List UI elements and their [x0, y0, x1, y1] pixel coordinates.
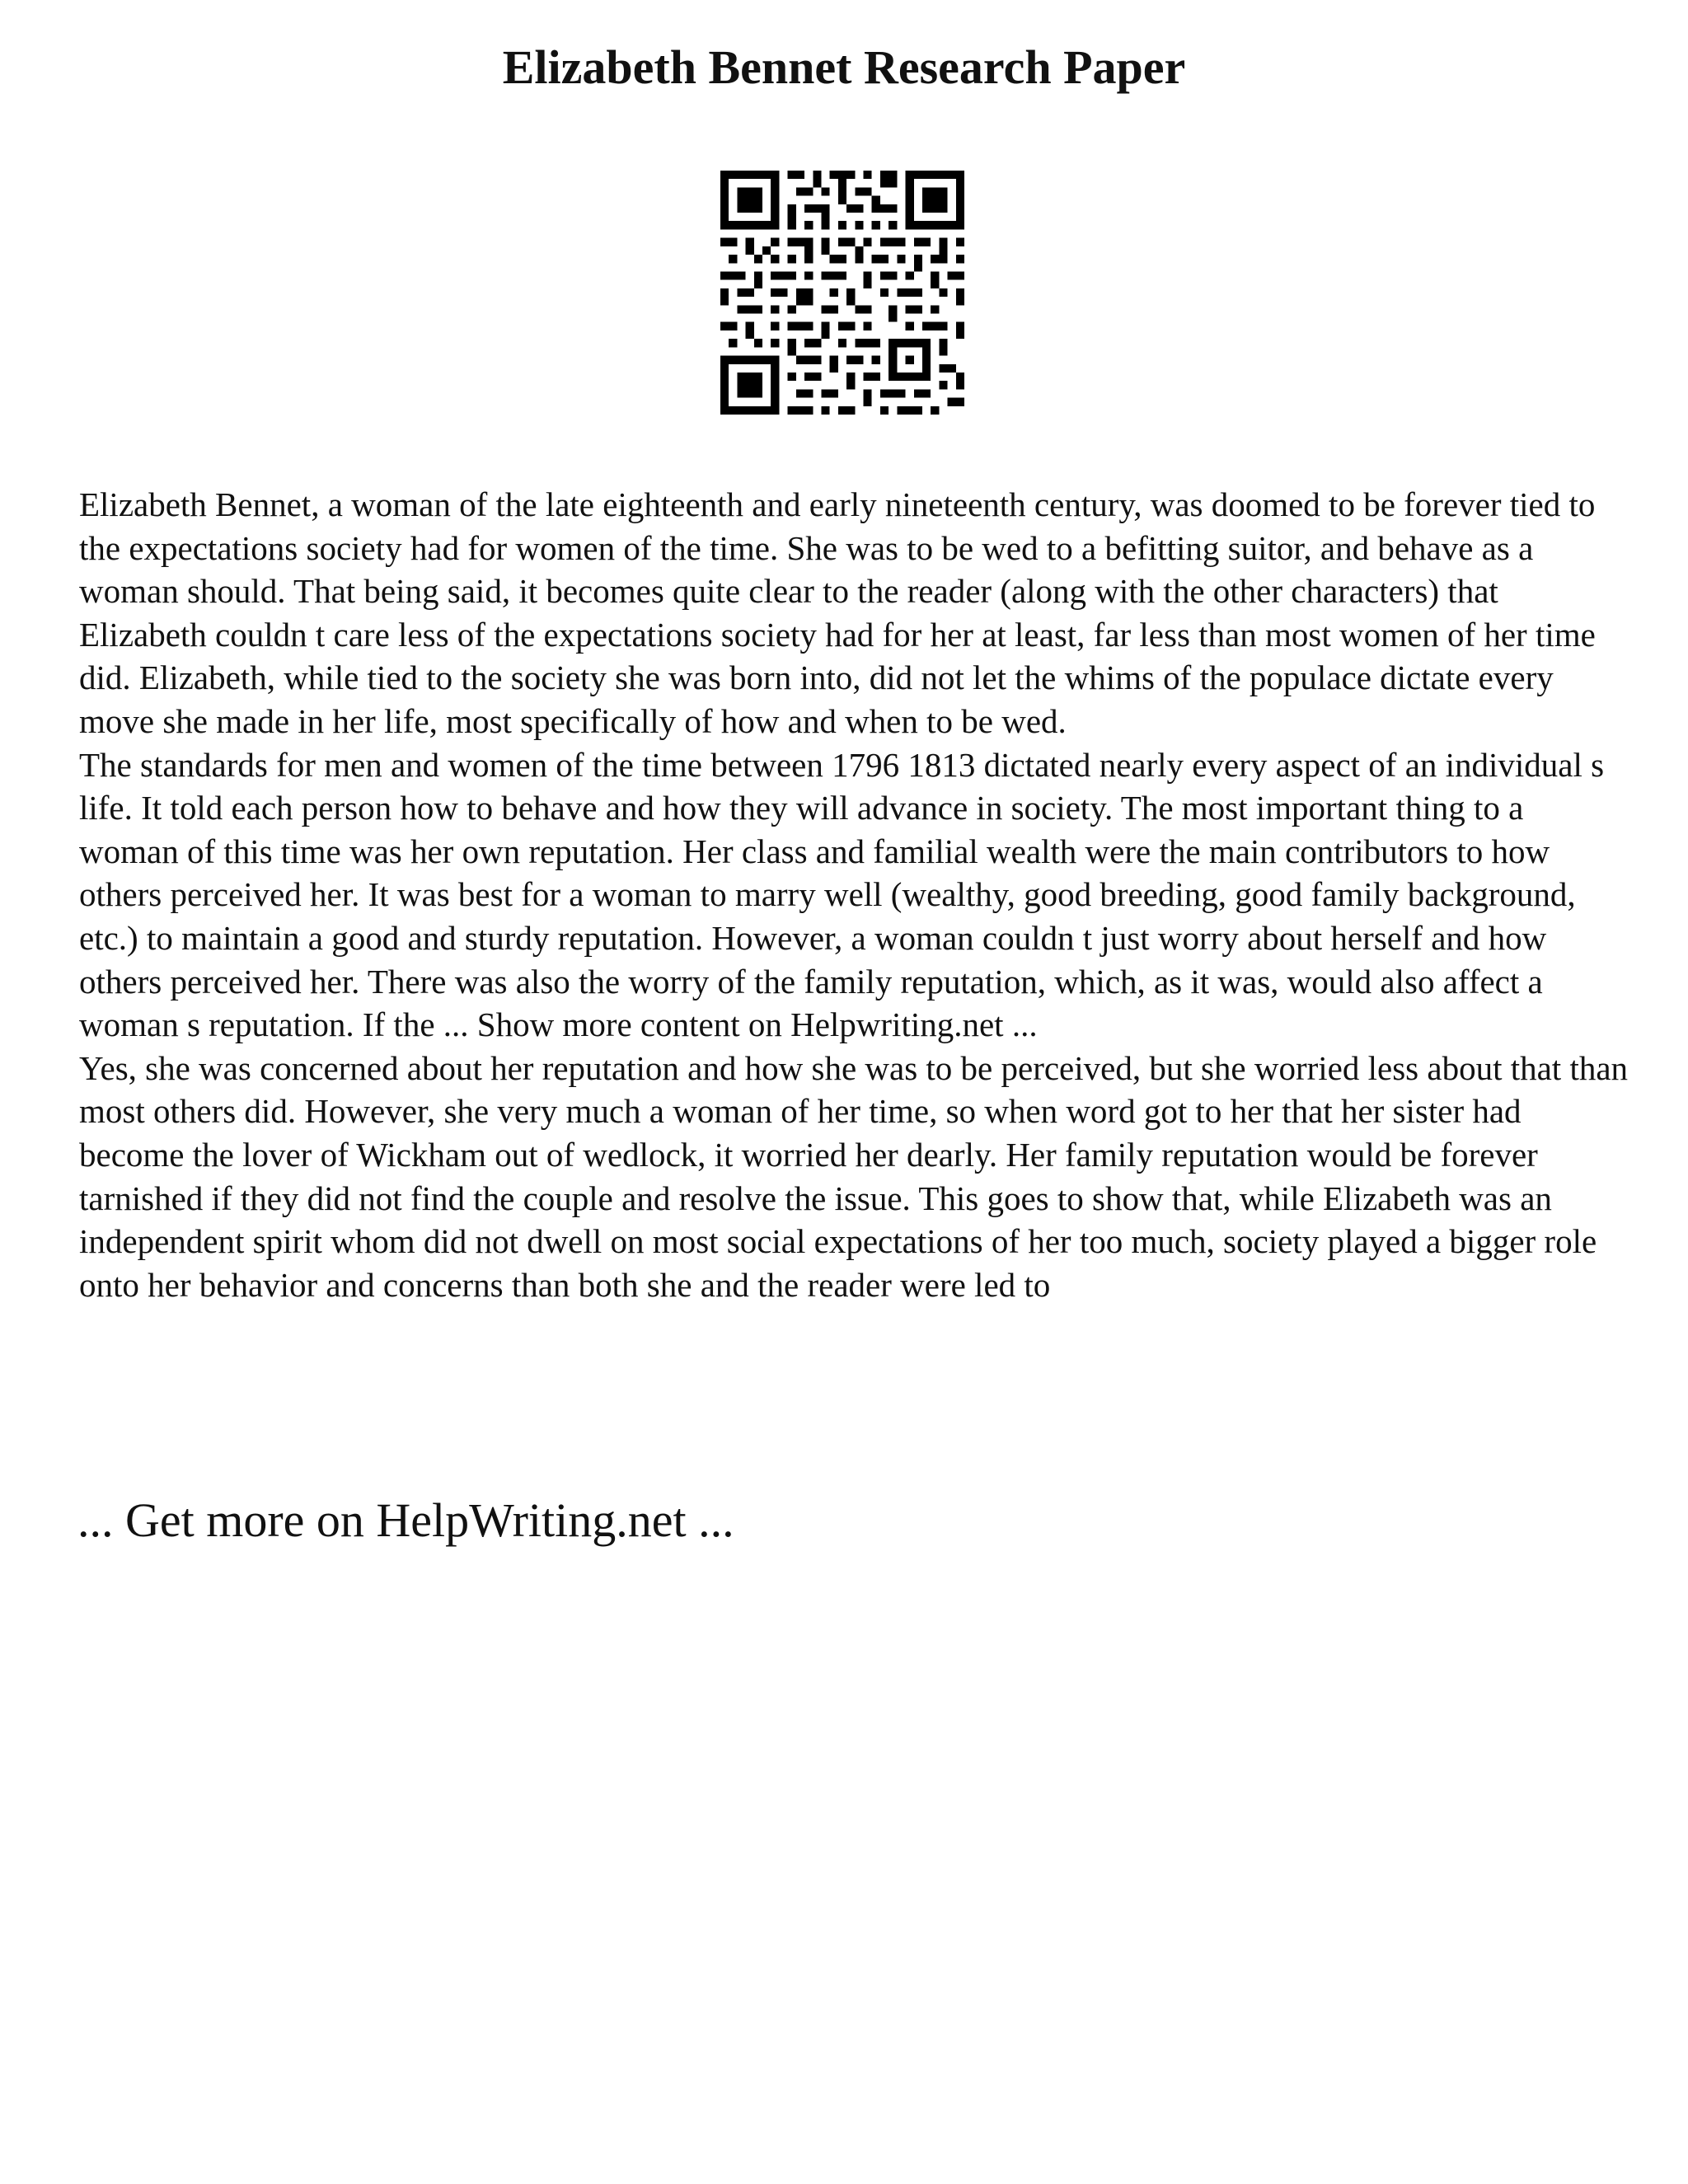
paragraph: The standards for men and women of the time between 1796 1813 dictated nearly every aspect of an individual s life. It told each person how to behave and how they will advance in society. The most important thing to a woman of this time was her own reputation. Her class and familial wealth were the main contributors to how others perceived her. It was best for a woman to marry well (wealthy, good breeding, good family background, etc.) to maintain a good and sturdy reputation. However, a woman couldn t just worry about herself and how others perceived her. There was also the worry of the family reputation, which, as it was, would also affect a woman s reputation. If the ... Show more content on Helpwriting.net ...: [79, 745, 1605, 1044]
qr-code-graphic: [720, 171, 964, 415]
paragraph: Yes, she was concerned about her reputation and how she was to be perceived, but she worried less about that than most others did. However, she very much a woman of her time, so when word got to her that her sister had become the lover of Wickham out of wedlock, it worried her dearly. Her family reputation would be forever tarnished if they did not find the couple and resolve the issue. This goes to show that, while Elizabeth was an independent spirit whom did not dwell on most social expectations of her too much, society played a bigger role onto her behavior and concerns than both she and the reader were led to: [79, 1048, 1629, 1304]
page-title: Elizabeth Bennet Research Paper: [502, 40, 1186, 94]
qr-code-icon: [720, 171, 964, 415]
article-body: [79, 483, 1629, 1306]
get-more-link[interactable]: ... Get more on HelpWriting.net ...: [77, 1493, 734, 1547]
paragraph: Elizabeth Bennet, a woman of the late eighteenth and early nineteenth century, was doomed to be forever tied to the expectations society had for women of the time. She was to be wed to a befitting suitor, and behave as a woman should. That being said, it becomes quite clear to the reader (along with the other characters) that Elizabeth couldn t care less of the expectations society had for her at least, far less than most women of her time did. Elizabeth, while tied to the society she was born into, did not let the whims of the populace dictate every move she made in her life, most specifically of how and when to be wed.: [79, 485, 1596, 740]
